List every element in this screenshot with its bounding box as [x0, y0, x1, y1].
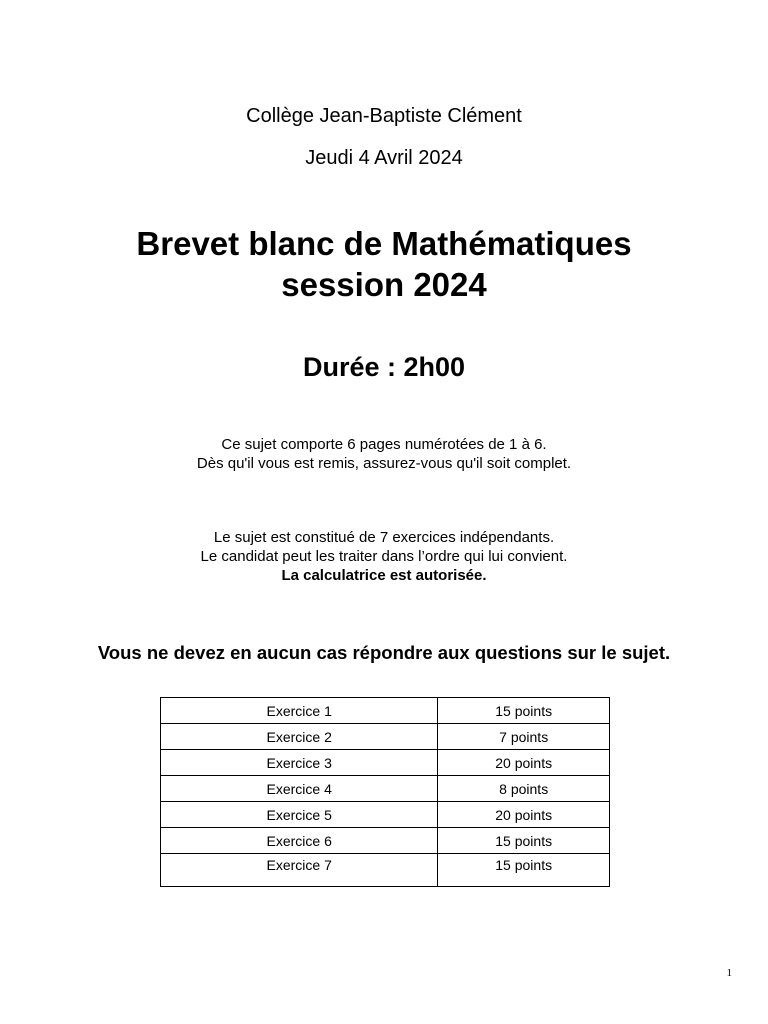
exam-title — [0, 223, 768, 305]
table-row — [161, 828, 610, 854]
exercise-cell: Exercice 7 — [161, 854, 438, 887]
points-table — [160, 697, 610, 887]
exam-rules — [0, 528, 768, 585]
points-cell: 15 points — [438, 698, 610, 724]
exam-title-line-2: session 2024 — [281, 266, 487, 303]
page-number: 1 — [726, 967, 732, 979]
table-row — [161, 854, 610, 887]
points-cell: 7 points — [438, 724, 610, 750]
points-cell: 20 points — [438, 802, 610, 828]
completeness-line: Dès qu'il vous est remis, assurez-vous qu'il soit complet. — [196, 455, 572, 472]
points-cell: 20 points — [438, 750, 610, 776]
exercise-cell: Exercice 6 — [161, 828, 438, 854]
answer-warning: Vous ne devez en aucun cas répondre aux questions sur le sujet. — [97, 642, 671, 663]
page-count-line: Ce sujet comporte 6 pages numérotées de 1 à 6. — [221, 436, 547, 453]
order-line: Le candidat peut les traiter dans l’ordre qui lui convient. — [200, 548, 568, 565]
school-name: Collège Jean-Baptiste Clément — [246, 105, 522, 127]
exam-title-line-1: Brevet blanc de Mathématiques — [136, 225, 632, 262]
points-cell: 15 points — [438, 828, 610, 854]
points-cell: 15 points — [438, 854, 610, 887]
table-row — [161, 698, 610, 724]
table-row — [161, 802, 610, 828]
table-row — [161, 750, 610, 776]
exam-date: Jeudi 4 Avril 2024 — [305, 147, 463, 169]
exercise-cell: Exercice 4 — [161, 776, 438, 802]
page-count-info — [0, 435, 768, 473]
points-cell: 8 points — [438, 776, 610, 802]
exam-duration: Durée : 2h00 — [302, 352, 466, 382]
table-row — [161, 776, 610, 802]
exercise-cell: Exercice 5 — [161, 802, 438, 828]
exercise-cell: Exercice 1 — [161, 698, 438, 724]
exercise-cell: Exercice 2 — [161, 724, 438, 750]
exercise-cell: Exercice 3 — [161, 750, 438, 776]
table-row — [161, 724, 610, 750]
calculator-line: La calculatrice est autorisée. — [281, 567, 487, 584]
exercise-count-line: Le sujet est constitué de 7 exercices indépendants. — [213, 529, 555, 546]
